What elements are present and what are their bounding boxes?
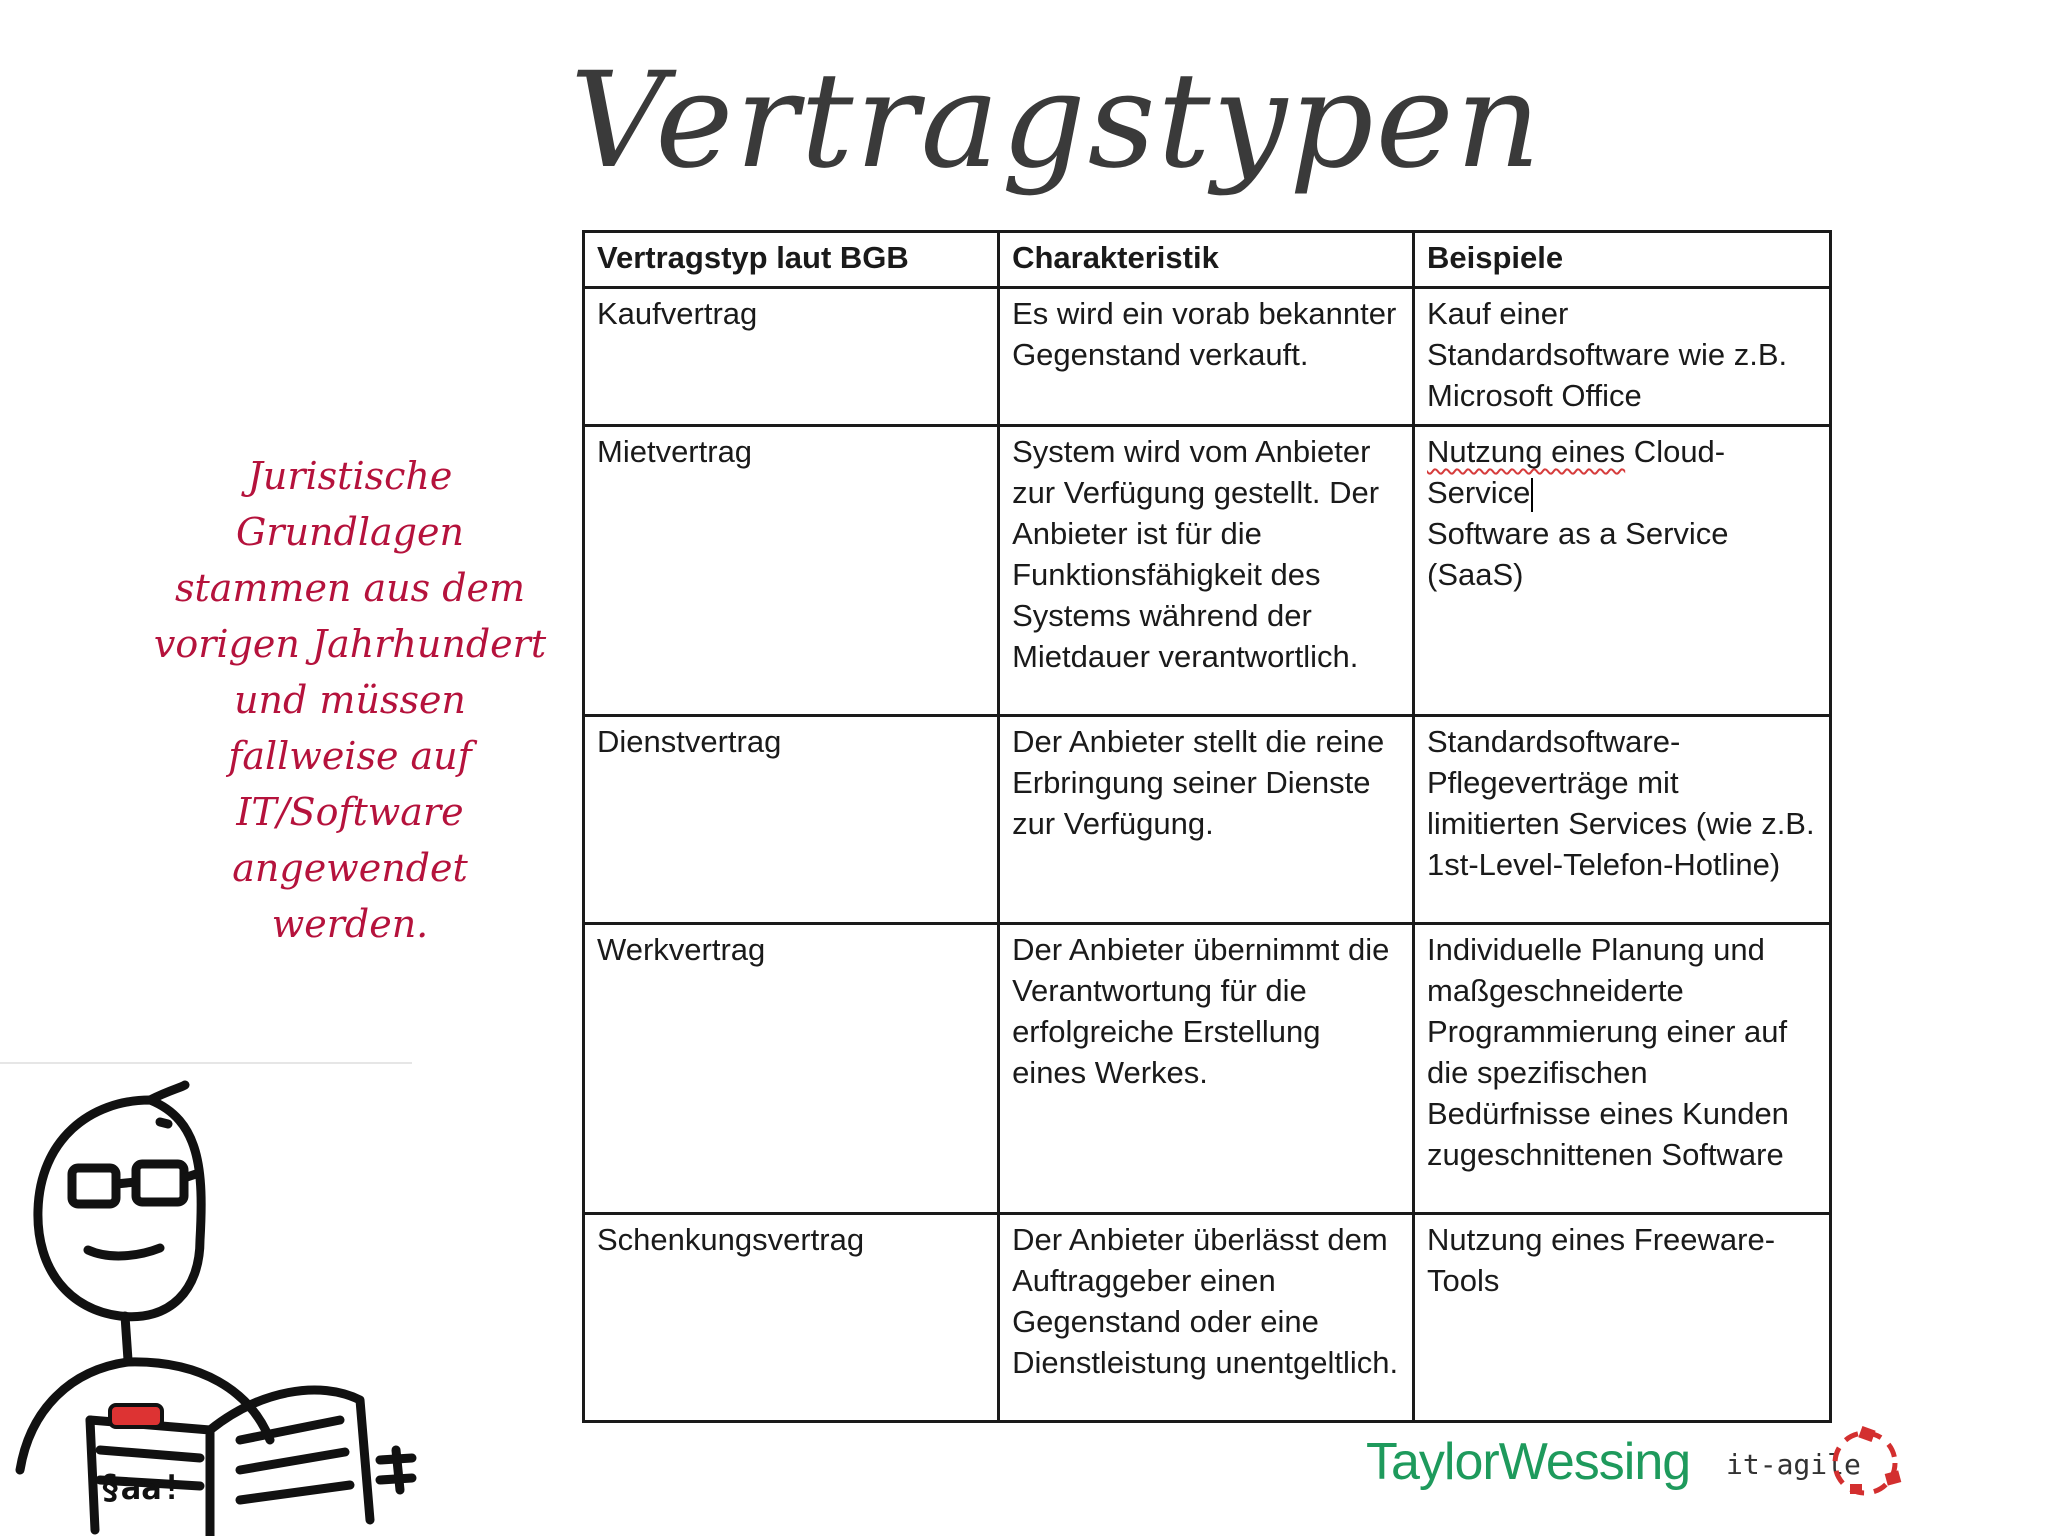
reading-person-illustration [0, 1060, 440, 1536]
cell-example: Kauf einer Standardsoftware wie z.B. Microsoft Office [1414, 288, 1831, 426]
cell-type: Schenkungsvertrag [584, 1214, 999, 1422]
cell-type: Dienstvertrag [584, 716, 999, 924]
header-examples: Beispiele [1414, 232, 1831, 288]
table-row [584, 288, 1831, 426]
table-row [584, 924, 1831, 1214]
slide-title: Vertragstypen [570, 44, 1543, 198]
cell-example[interactable] [1414, 426, 1831, 716]
example-text: Cloud-Service [1427, 434, 1726, 510]
spellcheck-flagged-text: Nutzung eines [1427, 434, 1626, 469]
taylor-wessing-logo: TaylorWessing [1366, 1433, 1691, 1491]
cell-type: Kaufvertrag [584, 288, 999, 426]
cell-type: Werkvertrag [584, 924, 999, 1214]
cell-characteristic: Es wird ein vorab bekannter Gegenstand verkauft. [999, 288, 1414, 426]
header-characteristic: Charakteristik [999, 232, 1414, 288]
cell-example: Nutzung eines Freeware-Tools [1414, 1214, 1831, 1422]
it-agile-logo-icon [1820, 1418, 1910, 1508]
cell-type: Mietvertrag [584, 426, 999, 716]
example-text-2: Software as a Service (SaaS) [1427, 516, 1729, 592]
table-row [584, 1214, 1831, 1422]
cell-example: Individuelle Planung und maßgeschneiderte Programmierung einer auf die spezifischen Bedürfnisse eines Kunden zugeschnittenen Software [1414, 924, 1831, 1214]
table-header-row [584, 232, 1831, 288]
side-note: Juristische Grundlagen stammen aus dem vorigen Jahrhundert und müssen fallweise auf IT/Software angewendet werden. [153, 454, 547, 946]
cell-characteristic: Der Anbieter stellt die reine Erbringung seiner Dienste zur Verfügung. [999, 716, 1414, 924]
table-row [584, 716, 1831, 924]
cell-characteristic: System wird vom Anbieter zur Verfügung gestellt. Der Anbieter ist für die Funktionsfähigkeit des Systems während der Mietdauer verantwortlich. [999, 426, 1414, 716]
text-cursor [1531, 478, 1533, 512]
illustration-scribble-text: §aa! [100, 1468, 182, 1508]
cell-characteristic: Der Anbieter überlässt dem Auftraggeber einen Gegenstand oder eine Dienstleistung unentgeltlich. [999, 1214, 1414, 1422]
contract-types-table [582, 230, 1832, 1423]
it-agile-logo-text: it-agile [1726, 1448, 1861, 1481]
table-row [584, 426, 1831, 716]
cell-example: Standardsoftware-Pflegeverträge mit limitierten Services (wie z.B. 1st-Level-Telefon-Hotline) [1414, 716, 1831, 924]
cell-characteristic: Der Anbieter übernimmt die Verantwortung für die erfolgreiche Erstellung eines Werkes. [999, 924, 1414, 1214]
header-contract-type: Vertragstyp laut BGB [584, 232, 999, 288]
